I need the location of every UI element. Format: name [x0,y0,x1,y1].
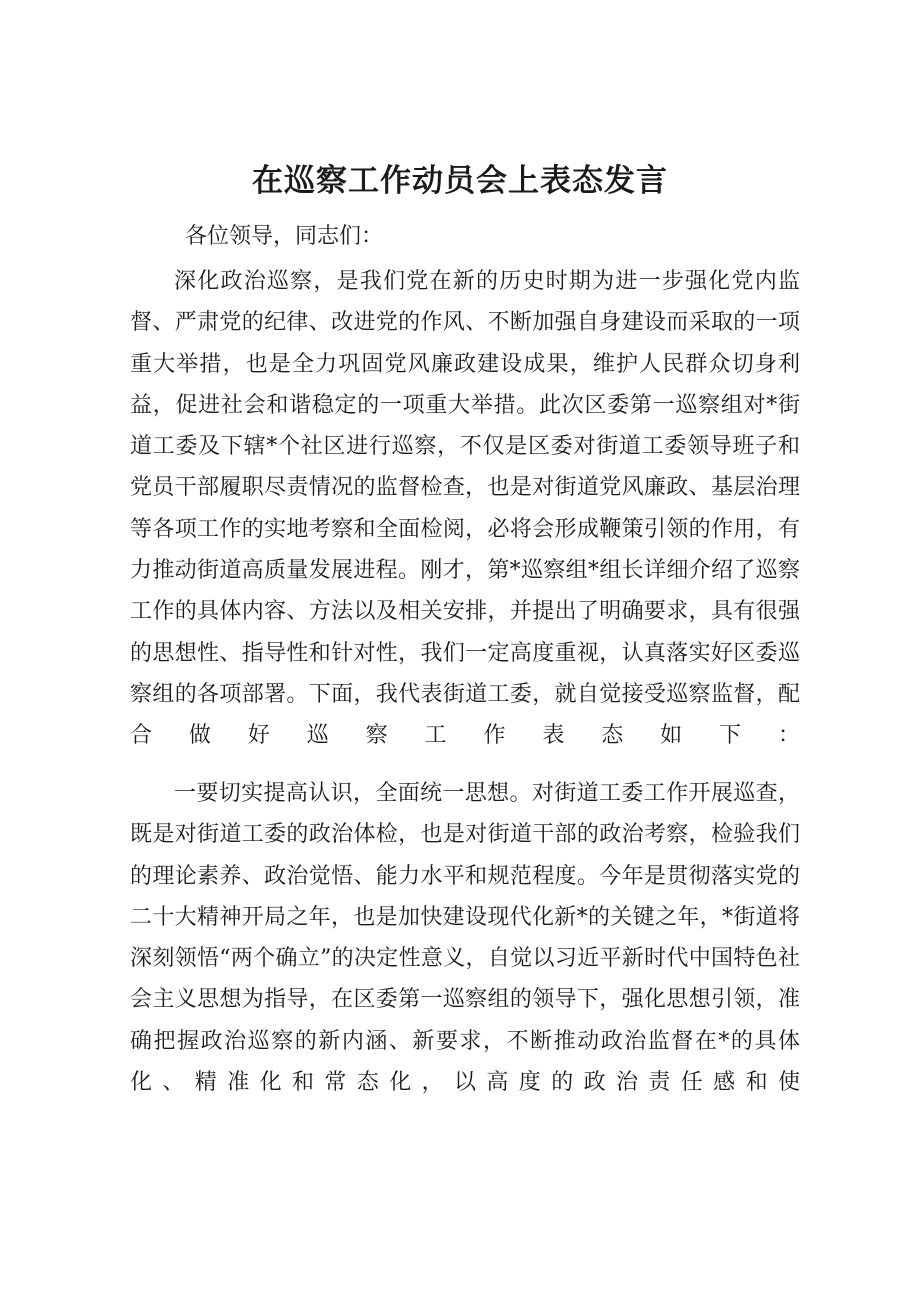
document-title: 在巡察工作动员会上表态发言 [252,163,668,199]
salutation: 各位领导，同志们： [185,224,384,249]
paragraph-intro: 深化政治巡察，是我们党在新的历史时期为进一步强化党内监督、严肃党的纪律、改进党的作风、不断加强自身建设而采取的一项重大举措，也是全力巩固党风廉政建设成果，维护人民群众切身利益，促进社会和谐稳定的一项重大举措。此次区委第一巡察组对*街道工委及下辖*个社区进行巡察，不仅是区委对街道工委领导班子和党员干部履职尽责情况的监督检查，也是对街道党风廉政、基层治理等各项工作的实地考察和全面检阅，必将会形成鞭策引领的作用，有力推动街道高质量发展进程。刚才，第*巡察组*组长详细介绍了巡察工作的具体内容、方法以及相关安排，并提出了明确要求，具有很强的思想性、指导性和针对性，我们一定高度重视，认真落实好区委巡察组的各项部署。下面，我代表街道工委，就自觉接受巡察监督，配合做好巡察工作表态如下： [130,269,800,749]
paragraph-point-one: 一要切实提高认识，全面统一思想。对街道工委工作开展巡查，既是对街道工委的政治体检，也是对街道干部的政治考察，检验我们的理论素养、政治觉悟、能力水平和规范程度。今年是贯彻落实党的二十大精神开局之年，也是加快建设现代化新*的关键之年，*街道将深刻领悟“两个确立”的决定性意义，自觉以习近平新时代中国特色社会主义思想为指导，在区委第一巡察组的领导下，强化思想引领，准确把握政治巡察的新内涵、新要求，不断推动政治监督在*的具体化、精准化和常态化，以高度的政治责任感和使 [130,781,800,1096]
